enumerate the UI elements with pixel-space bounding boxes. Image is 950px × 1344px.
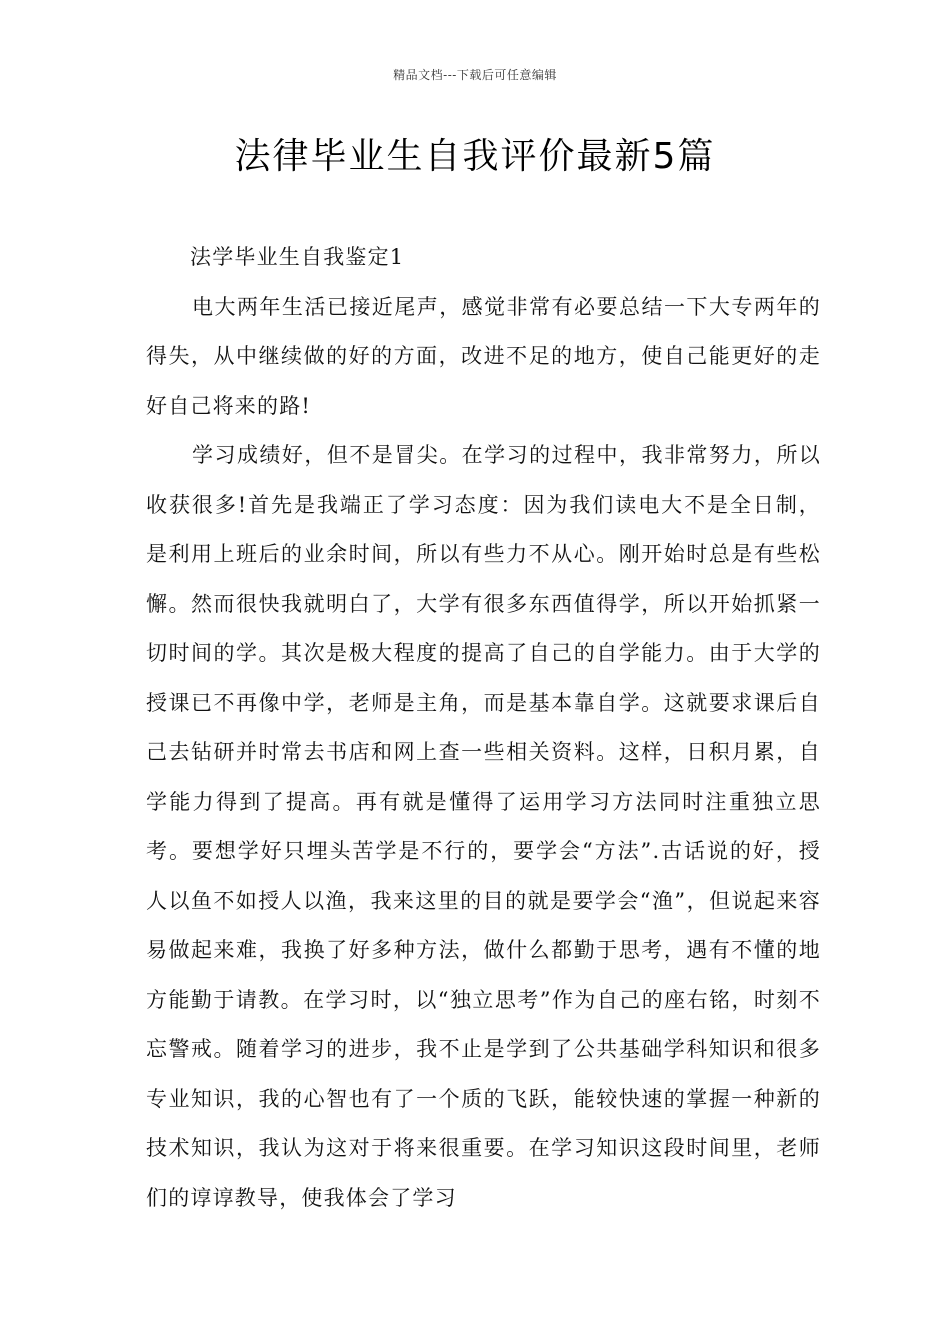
document-title: 法律毕业生自我评价最新5篇 (234, 136, 716, 177)
paragraph-2: 学习成绩好，但不是冒尖。在学习的过程中，我非常努力，所以收获很多!首先是我端正了学习态度：因为我们读电大不是全日制，是利用上班后的业余时间，所以有些力不从心。刚开始时总是有些松懈。然而很快我就明白了，大学有很多东西值得学，所以开始抓紧一切时间的学。其次是极大程度的提高了自己的自学能力。由于大学的授课已不再像中学，老师是主角，而是基本靠自学。这就要求课后自己去钻研并时常去书店和网上查一些相关资料。这样，日积月累，自学能力得到了提高。再有就是懂得了运用学习方法同时注重独立思考。要想学好只埋头苦学是不行的，要学会“方法”.古话说的好，授人以鱼不如授人以渔，我来这里的目的就是要学会“渔”，但说起来容易做起来难，我换了好多种方法，做什么都勤于思考，遇有不懂的地方能勤于请教。在学习时，以“独立思考”作为自己的座右铭，时刻不忘警戒。随着学习的进步，我不止是学到了公共基础学科知识和很多专业知识，我的心智也有了一个质的飞跃，能较快速的掌握一种新的技术知识，我认为这对于将来很重要。在学习知识这段时间里，老师们的谆谆教导，使我体会了学习 (146, 443, 821, 1210)
document-body (146, 233, 821, 1223)
header-note: 精品文档---下载后可任意编辑 (393, 68, 557, 82)
section-title: 法学毕业生自我鉴定1 (190, 245, 405, 269)
paragraph-1: 电大两年生活已接近尾声，感觉非常有必要总结一下大专两年的得失，从中继续做的好的方面，改进不足的地方，使自己能更好的走好自己将来的路! (146, 294, 821, 418)
